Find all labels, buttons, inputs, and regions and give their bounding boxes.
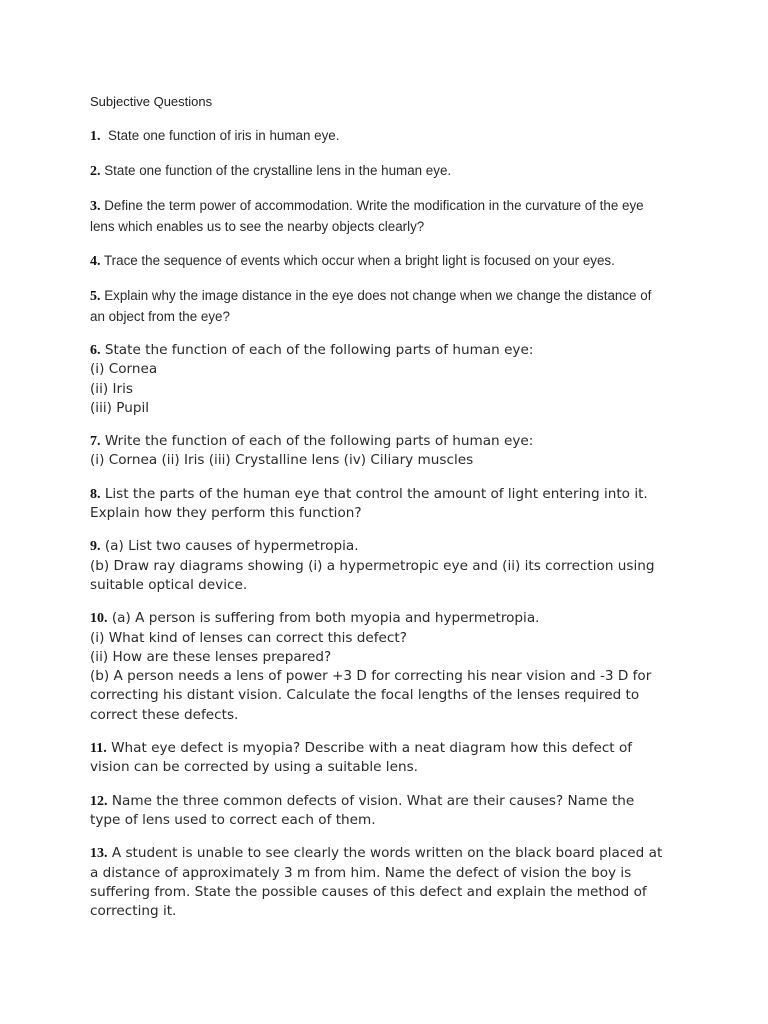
question-text: Write the function of each of the following parts of human eye: (104, 433, 534, 450)
question-9 (90, 537, 680, 595)
question-number: 9. (90, 539, 101, 555)
question-text: (ii) How are these lenses prepared? (90, 648, 332, 665)
question-text: (iii) Pupil (90, 399, 150, 416)
question-text: suitable optical device. (90, 576, 248, 593)
question-10 (90, 609, 680, 725)
question-8 (90, 485, 680, 524)
question-text: (i) Cornea (90, 361, 158, 378)
question-number: 12. (90, 793, 108, 809)
question-text: Trace the sequence of events which occur when a bright light is focused on your eyes. (103, 253, 615, 268)
question-text: (i) What kind of lenses can correct this defect? (90, 629, 407, 646)
question-text: type of lens used to correct each of them. (90, 811, 376, 828)
question-text: lens which enables us to see the nearby objects clearly? (90, 219, 425, 234)
question-text: (b) A person needs a lens of power +3 D for correcting his near vision and -3 D for (90, 668, 652, 685)
question-text: What eye defect is myopia? Describe with a neat diagram how this defect of (111, 740, 633, 757)
question-number: 13. (90, 846, 108, 862)
question-number: 5. (90, 289, 101, 304)
question-number: 1. (90, 129, 101, 144)
question-text: (b) Draw ray diagrams showing (i) a hypermetropic eye and (ii) its correction using (90, 557, 655, 574)
question-text: A student is unable to see clearly the words written on the black board placed at (111, 845, 663, 862)
question-text: vision can be corrected by using a suitable lens. (90, 759, 418, 776)
question-text: an object from the eye? (90, 309, 230, 324)
question-number: 6. (90, 343, 101, 358)
page-title: Subjective Questions (90, 94, 213, 109)
question-text: List the parts of the human eye that control the amount of light entering into it. (104, 485, 648, 502)
question-4 (90, 251, 680, 272)
question-number: 4. (90, 254, 101, 269)
question-text: correcting his distant vision. Calculate the focal lengths of the lenses required to (90, 687, 640, 704)
question-text: State one function of the crystalline lens in the human eye. (104, 163, 452, 178)
question-13 (90, 844, 680, 921)
question-number: 3. (90, 199, 101, 214)
question-text: (ii) Iris (90, 380, 133, 397)
question-text: Explain how they perform this function? (90, 505, 362, 522)
question-2 (90, 161, 680, 182)
question-text: (i) Cornea (ii) Iris (iii) Crystalline lens (iv) Ciliary muscles (90, 452, 474, 469)
question-12 (90, 792, 680, 831)
question-text: a distance of approximately 3 m from him. Name the defect of vision the boy is (90, 864, 632, 881)
question-text: Name the three common defects of vision. What are their causes? Name the (111, 792, 635, 809)
question-text: Explain why the image distance in the eye does not change when we change the distance of (104, 288, 652, 303)
question-text: suffering from. State the possible causes of this defect and explain the method of (90, 883, 647, 900)
question-text: (a) A person is suffering from both myopia and hypermetropia. (111, 610, 540, 627)
question-7 (90, 432, 680, 471)
question-text: State one function of iris in human eye. (107, 128, 340, 143)
question-6 (90, 341, 680, 418)
question-text: State the function of each of the following parts of human eye: (104, 342, 534, 358)
question-number: 2. (90, 164, 101, 179)
question-number: 10. (90, 611, 108, 627)
document-page (90, 93, 680, 935)
question-number: 11. (90, 741, 107, 757)
question-number: 7. (90, 434, 101, 450)
question-3 (90, 196, 680, 237)
question-1 (90, 126, 680, 147)
question-text: correct these defects. (90, 706, 239, 723)
question-text: correcting it. (90, 903, 177, 920)
question-number: 8. (90, 486, 101, 502)
question-5 (90, 286, 680, 327)
question-text: (a) List two causes of hypermetropia. (104, 538, 359, 555)
question-text: Define the term power of accommodation. Write the modification in the curvature of the eye (104, 198, 644, 213)
question-11 (90, 739, 680, 778)
